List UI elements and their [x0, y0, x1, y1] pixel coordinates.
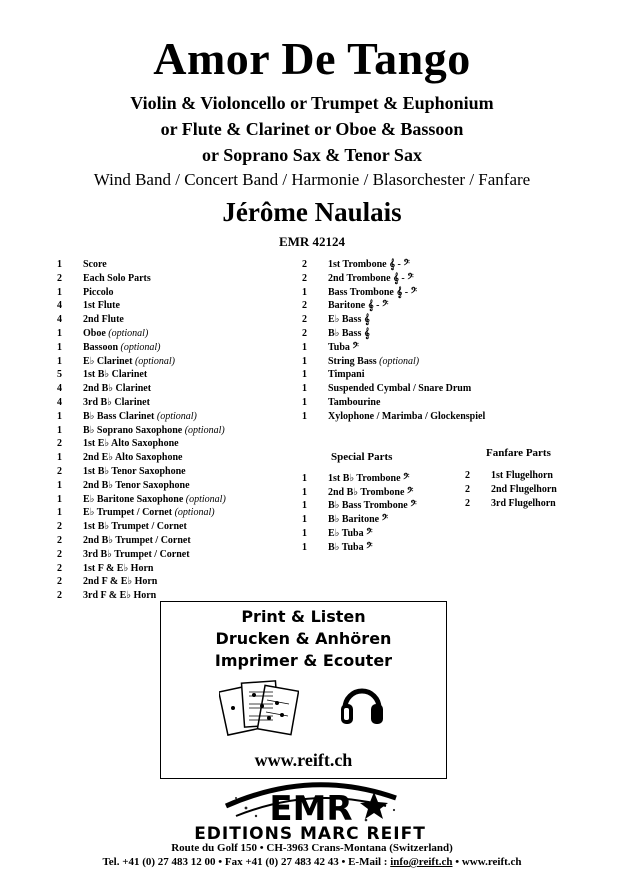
part-name-text: B♭ Baritone 𝄢: [328, 514, 389, 526]
print-listen-box: [160, 601, 447, 779]
part-quantity: 1: [302, 514, 307, 526]
headphones-icon: [339, 678, 385, 728]
part-name-text: Bassoon: [83, 341, 119, 353]
part-name-text: E♭ Bass 𝄞: [328, 314, 370, 326]
part-name-text: B♭ Soprano Saxophone: [83, 424, 183, 436]
page-title: Amor De Tango: [153, 33, 471, 84]
part-name: [328, 355, 419, 369]
part-optional-note: (optional): [120, 341, 161, 353]
part-name-text: B♭ Bass Clarinet: [83, 410, 155, 422]
part-quantity: 1: [302, 397, 307, 408]
part-name: [328, 368, 365, 382]
part-name-text: Baritone 𝄞 - 𝄢: [328, 300, 389, 312]
part-name: [83, 479, 190, 493]
part-quantity: 1: [57, 479, 62, 491]
part-quantity: 2: [57, 576, 62, 588]
part-name-text: 1st B♭ Clarinet: [83, 369, 148, 381]
part-name-text: 2nd Trombone 𝄞 - 𝄢: [328, 272, 414, 284]
subtitle-line-3: or Soprano Sax & Tenor Sax: [202, 145, 422, 165]
part-name-text: String Bass: [328, 355, 377, 367]
part-name-text: Score: [83, 259, 107, 270]
subtitle-line-1: Violin & Violoncello or Trumpet & Euphonium: [130, 93, 494, 113]
part-name-text: 1st Flute: [83, 300, 120, 312]
part-name: [328, 299, 388, 313]
part-name: [83, 424, 225, 438]
part-name-text: 1st B♭ Tenor Saxophone: [83, 466, 186, 477]
part-name-text: B♭ Tuba 𝄢: [328, 541, 373, 553]
part-quantity: 1: [302, 341, 307, 353]
part-name-text: Piccolo: [83, 286, 114, 298]
part-name: [83, 562, 153, 576]
email-link[interactable]: info@reift.ch: [390, 856, 453, 868]
part-name: [83, 396, 150, 410]
part-quantity: 2: [57, 466, 62, 477]
part-quantity: 2: [465, 470, 470, 481]
part-name-text: E♭ Clarinet: [83, 355, 133, 367]
promo-line-2: Drucken & Anhören: [215, 629, 392, 648]
part-name: [328, 341, 359, 355]
part-name-text: 2nd Flute: [83, 314, 124, 326]
part-name: [83, 272, 151, 286]
part-name-text: 2nd B♭ Tenor Saxophone: [83, 479, 190, 491]
part-name: [328, 286, 417, 300]
part-quantity: 4: [57, 314, 62, 326]
part-quantity: 4: [57, 300, 62, 312]
part-optional-note: (optional): [379, 355, 420, 367]
part-quantity: 1: [57, 507, 62, 519]
part-name: [491, 497, 556, 511]
part-name: [83, 451, 182, 465]
part-name-text: B♭ Bass 𝄞: [328, 328, 370, 339]
part-name-text: Bass Trombone 𝄞 - 𝄢: [328, 286, 418, 298]
fanfare-parts-heading: Fanfare Parts: [486, 447, 551, 459]
part-name: [328, 382, 471, 396]
part-name-text: 2nd E♭ Alto Saxophone: [83, 452, 183, 464]
part-quantity: 1: [57, 286, 62, 298]
part-name-text: Timpani: [328, 369, 365, 381]
part-name-text: 3rd B♭ Trumpet / Cornet: [83, 548, 190, 560]
part-name-text: Tambourine: [328, 397, 381, 408]
part-name: [328, 527, 373, 541]
part-name: [83, 465, 186, 479]
sheet-music-icon: [219, 678, 299, 740]
part-name: [83, 313, 124, 327]
part-name: [83, 493, 226, 507]
composer-name: Jérôme Naulais: [222, 197, 402, 227]
part-quantity: 1: [57, 452, 62, 464]
part-name: [328, 472, 409, 486]
part-optional-note: (optional): [108, 328, 149, 339]
part-quantity: 1: [302, 355, 307, 367]
part-optional-note: (optional): [185, 493, 226, 505]
part-name: [328, 327, 370, 341]
part-name: [83, 589, 156, 603]
part-name: [328, 258, 410, 272]
special-parts-heading: Special Parts: [331, 451, 393, 463]
part-quantity: 2: [57, 272, 62, 284]
part-quantity: 2: [57, 438, 62, 450]
part-name: [83, 341, 161, 355]
part-quantity: 2: [57, 562, 62, 574]
part-quantity: 1: [57, 259, 62, 270]
part-name: [83, 382, 151, 396]
part-quantity: 2: [57, 521, 62, 533]
part-optional-note: (optional): [134, 355, 175, 367]
part-name: [328, 541, 373, 555]
part-name-text: Tuba 𝄢: [328, 341, 359, 353]
part-name-text: Xylophone / Marimba / Glockenspiel: [328, 410, 486, 422]
part-name: [83, 299, 120, 313]
part-name-text: Oboe: [83, 328, 106, 339]
part-name: [83, 437, 179, 451]
part-name-text: 2nd Flugelhorn: [491, 483, 557, 495]
part-name: [328, 272, 414, 286]
part-name: [83, 506, 215, 520]
promo-line-1: Print & Listen: [241, 607, 366, 626]
part-name: [83, 575, 157, 589]
part-name-text: E♭ Baritone Saxophone: [83, 493, 184, 505]
part-name-text: E♭ Tuba 𝄢: [328, 527, 373, 539]
part-optional-note: (optional): [184, 424, 225, 436]
part-name: [491, 469, 553, 483]
part-name-text: 3rd F & E♭ Horn: [83, 590, 157, 602]
part-name: [83, 286, 114, 300]
part-name: [328, 396, 380, 410]
part-optional-note: (optional): [156, 410, 197, 422]
part-name-text: 1st Flugelhorn: [491, 470, 553, 481]
part-quantity: 1: [57, 328, 62, 339]
part-name-text: 1st F & E♭ Horn: [83, 562, 154, 574]
publisher-contact: [0, 856, 624, 868]
part-name: [83, 548, 190, 562]
subtitle-line-2: or Flute & Clarinet or Oboe & Bassoon: [160, 119, 464, 139]
part-name-text: 2nd B♭ Clarinet: [83, 383, 152, 395]
promo-line-3: Imprimer & Ecouter: [214, 651, 393, 670]
part-name-text: B♭ Bass Trombone 𝄢: [328, 500, 417, 512]
part-quantity: 1: [302, 486, 307, 498]
part-quantity: 1: [302, 410, 307, 422]
part-name-text: E♭ Trumpet / Cornet: [83, 507, 173, 519]
part-quantity: 2: [57, 548, 62, 560]
part-quantity: 2: [57, 535, 62, 546]
part-name: [83, 355, 175, 369]
part-quantity: 1: [302, 541, 307, 553]
part-quantity: 1: [57, 493, 62, 505]
part-name: [491, 483, 557, 497]
part-quantity: 1: [57, 355, 62, 367]
part-quantity: 5: [57, 369, 62, 381]
publisher-name: EDITIONS MARC REIFT: [194, 824, 426, 844]
part-quantity: 1: [57, 410, 62, 422]
contact-website: • www.reift.ch: [452, 856, 522, 868]
part-quantity: 2: [465, 483, 470, 495]
part-quantity: 4: [57, 397, 62, 408]
part-name: [328, 410, 485, 424]
catalog-number: EMR 42124: [278, 234, 346, 249]
website-link[interactable]: www.reift.ch: [254, 750, 353, 770]
part-name: [83, 520, 187, 534]
part-name-text: 2nd B♭ Trumpet / Cornet: [83, 535, 191, 546]
part-name: [83, 327, 148, 341]
part-name-text: 2nd B♭ Trombone 𝄢: [328, 486, 414, 498]
part-quantity: 2: [302, 314, 307, 326]
part-name-text: 3rd B♭ Clarinet: [83, 397, 150, 408]
part-quantity: 1: [302, 383, 307, 395]
part-optional-note: (optional): [174, 507, 215, 519]
part-name-text: 1st B♭ Trumpet / Cornet: [83, 521, 187, 533]
band-types: Wind Band / Concert Band / Harmonie / Blasorchester / Fanfare: [93, 170, 531, 189]
part-quantity: 2: [302, 300, 307, 312]
part-name: [83, 368, 147, 382]
part-quantity: 1: [57, 341, 62, 353]
contact-phone-fax: Tel. +41 (0) 27 483 12 00 • Fax +41 (0) 27 483 42 43 • E-Mail :: [102, 856, 391, 868]
part-quantity: 1: [302, 369, 307, 381]
part-name-text: 3rd Flugelhorn: [491, 497, 556, 509]
part-quantity: 2: [302, 272, 307, 284]
part-name-text: 1st Trombone 𝄞 - 𝄢: [328, 259, 410, 270]
part-name: [328, 313, 370, 327]
part-quantity: 1: [302, 286, 307, 298]
part-name-text: 1st B♭ Trombone 𝄢: [328, 473, 410, 484]
part-name-text: Suspended Cymbal / Snare Drum: [328, 383, 472, 395]
part-name: [328, 499, 417, 513]
part-name-text: Each Solo Parts: [83, 272, 151, 284]
part-name: [328, 513, 388, 527]
publisher-address: Route du Golf 150 • CH-3963 Crans-Montana (Switzerland): [171, 842, 453, 854]
part-quantity: 1: [302, 500, 307, 512]
part-quantity: 1: [302, 527, 307, 539]
part-quantity: 2: [465, 497, 470, 509]
part-name: [83, 410, 197, 424]
part-quantity: 2: [302, 259, 307, 270]
part-name: [83, 534, 191, 548]
part-quantity: 4: [57, 383, 62, 395]
part-name-text: 2nd F & E♭ Horn: [83, 576, 158, 588]
part-quantity: 1: [57, 424, 62, 436]
part-name-text: 1st E♭ Alto Saxophone: [83, 438, 179, 450]
part-quantity: 1: [302, 473, 307, 484]
part-quantity: 2: [302, 328, 307, 339]
part-quantity: 2: [57, 590, 62, 602]
logo-text: EMR: [269, 789, 353, 829]
part-name: [328, 486, 413, 500]
part-name: [83, 258, 107, 272]
